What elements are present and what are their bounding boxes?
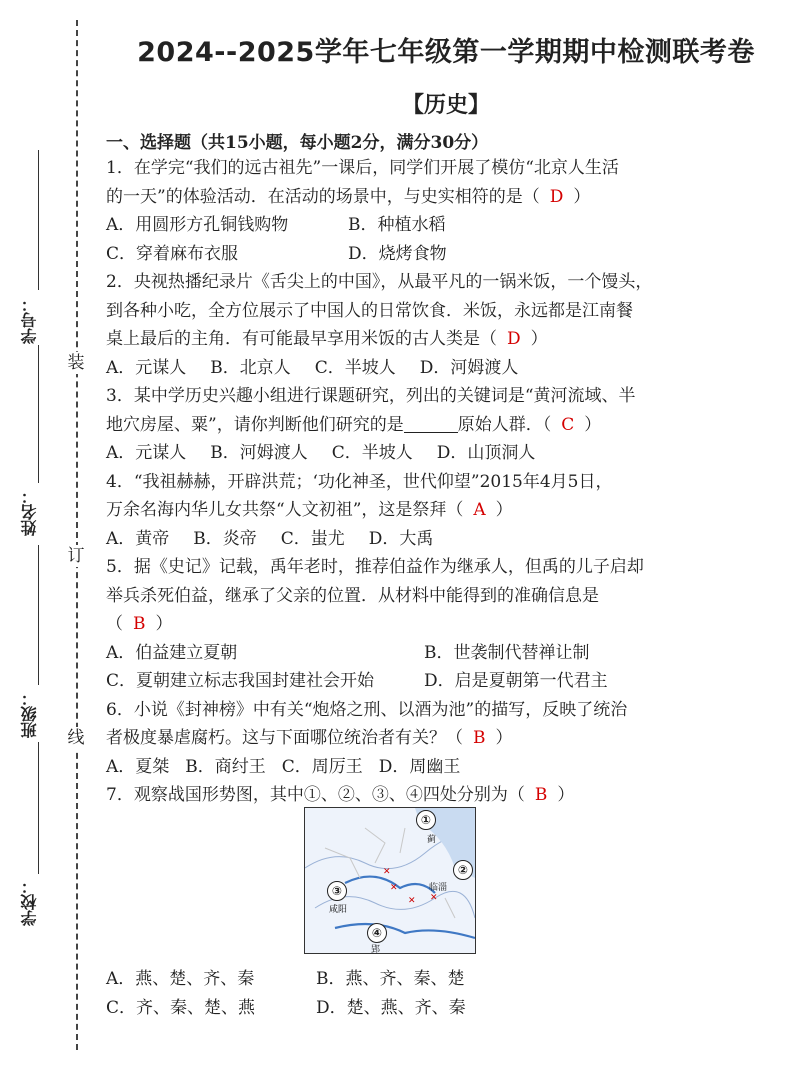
q3-fill-blank[interactable] (404, 414, 458, 433)
q7-option-b[interactable]: B．燕、齐、秦、楚 (316, 969, 465, 989)
q3-stem-end: 原始人群．（ (457, 414, 552, 435)
q1-option-d[interactable]: D．烧烤食物 (348, 243, 447, 264)
q7-option-c[interactable]: C．齐、秦、楚、燕 (106, 997, 256, 1018)
exam-subject: 【历史】 (401, 92, 490, 118)
map-city-ji: 蓟 (427, 835, 437, 845)
student-id-label: 学号： (20, 296, 39, 344)
svg-text:✕: ✕ (383, 867, 391, 877)
section-title: 一、选择题（共15小题，每小题2分，满分30分） (106, 133, 489, 153)
q2-answer: D (507, 329, 521, 349)
q6-option-c[interactable]: C．周厉王 (281, 756, 363, 777)
binding-dashed-line (76, 20, 78, 1050)
map-marker-2: ② (453, 860, 473, 880)
q5-line-1: 5．据《史记》记载，禹年老时，推荐伯益作为继承人，但禹的儿子启却 (106, 557, 644, 577)
q3-stem: 地穴房屋、粟”，请你判断他们研究的是 (106, 414, 404, 435)
class-field (18, 690, 58, 738)
q1-line-2 (106, 183, 786, 212)
map-city-xianyang: 咸阳 (329, 905, 348, 915)
q6-line-2 (106, 724, 786, 753)
binding-char-zhuang: 装 (67, 353, 85, 373)
map-city-ying: 郢 (371, 945, 381, 954)
q1-options-row-1 (106, 211, 786, 240)
name-line[interactable] (38, 345, 39, 483)
question-list (106, 154, 786, 810)
q2-option-a[interactable]: A．元谋人 (106, 357, 187, 378)
binding-char-ding: 订 (67, 546, 85, 566)
q7-option-a[interactable]: A．燕、楚、齐、秦 (106, 969, 255, 989)
q2-stem: 桌上最后的主角．有可能最早享用米饭的古人类是（ (106, 329, 497, 349)
q2-options (106, 354, 786, 383)
paren-close: ） (557, 785, 575, 805)
q5-options-row-1 (106, 639, 786, 668)
q3-answer: C (561, 414, 575, 435)
q6-answer: B (473, 728, 486, 748)
q5-options-row-2 (106, 667, 786, 696)
q5-line-2: 举兵杀死伯益，继承了父亲的位置．从材料中能得到的准确信息是 (106, 585, 599, 606)
q5-answer: B (133, 614, 146, 634)
map-city-linzi: 临淄 (429, 883, 448, 893)
school-field (18, 878, 58, 926)
student-id-line[interactable] (38, 150, 39, 290)
q3-option-c[interactable]: C．半坡人 (331, 443, 413, 463)
q6-line-1: 6．小说《封神榜》中有关“炮烙之刑、以酒为池”的描写，反映了统治 (106, 699, 628, 720)
q1-option-c[interactable]: C．穿着麻布衣服 (106, 243, 239, 264)
q7-options-row-2 (106, 994, 786, 1023)
class-line[interactable] (38, 545, 39, 685)
paren-close: ） (573, 186, 591, 207)
q5-option-a[interactable]: A．伯益建立夏朝 (106, 642, 238, 663)
q4-stem: 万余名海内华儿女共祭“人文初祖”，这是祭拜（ (106, 500, 464, 520)
q7-line-1 (106, 781, 786, 810)
q1-line-1: 1．在学完“我们的远古祖先”一课后，同学们开展了模仿“北京人生活 (106, 158, 619, 178)
q6-options (106, 753, 786, 782)
q5-line-3 (106, 610, 786, 639)
q6-option-d[interactable]: D．周幽王 (378, 756, 461, 777)
q6-option-a[interactable]: A．夏桀 (106, 756, 170, 777)
q1-option-b[interactable]: B．种植水稻 (348, 215, 446, 235)
map-marker-4: ④ (367, 923, 387, 943)
q3-line-1: 3．某中学历史兴趣小组进行课题研究，列出的关键词是“黄河流域、半 (106, 386, 636, 406)
q5-option-d[interactable]: D．启是夏朝第一代君主 (424, 671, 608, 691)
q5-option-c[interactable]: C．夏朝建立标志我国封建社会开始 (106, 671, 375, 691)
school-line[interactable] (38, 742, 39, 874)
name-field (18, 488, 58, 536)
map-marker-1: ① (416, 810, 436, 830)
exam-title: 2024--2025学年七年级第一学期期中检测联考卷 (137, 37, 755, 68)
svg-text:✕: ✕ (390, 883, 398, 893)
map-marker-3: ③ (327, 881, 347, 901)
q2-line-1: 2．央视热播纪录片《舌尖上的中国》，从最平凡的一锅米饭，一个馒头， (106, 272, 653, 292)
paren-close: ） (495, 500, 513, 520)
q4-option-d[interactable]: D．大禹 (368, 528, 434, 549)
q2-line-3 (106, 325, 786, 354)
q7-answer: B (534, 785, 548, 805)
q3-option-a[interactable]: A．元谋人 (106, 443, 187, 463)
student-id-field (18, 296, 58, 344)
paren-close: ） (530, 329, 548, 349)
q3-options (106, 439, 786, 468)
svg-text:✕: ✕ (430, 893, 438, 903)
name-label: 姓名： (20, 488, 39, 536)
q4-option-a[interactable]: A．黄帝 (106, 528, 170, 549)
q2-option-b[interactable]: B．北京人 (210, 357, 291, 378)
paren-close: ） (155, 614, 173, 634)
q6-stem: 者极度暴虐腐朽。这与下面哪位统治者有关？（ (106, 728, 463, 748)
class-label: 班级： (20, 690, 39, 738)
warring-states-map (304, 807, 476, 954)
q3-option-b[interactable]: B．河姆渡人 (210, 443, 308, 463)
q6-option-b[interactable]: B．商纣王 (185, 756, 266, 777)
q4-line-2 (106, 496, 786, 525)
q1-option-a[interactable]: A．用圆形方孔铜钱购物 (106, 215, 289, 235)
q2-option-d[interactable]: D．河姆渡人 (419, 357, 519, 378)
svg-text:✕: ✕ (408, 896, 416, 906)
paren-close: ） (584, 414, 602, 435)
map-drawing (305, 808, 475, 953)
q4-answer: A (473, 500, 486, 520)
binding-margin (0, 0, 100, 1066)
q5-option-b[interactable]: B．世袭制代替禅让制 (424, 642, 590, 663)
q7-options-row-1 (106, 965, 786, 994)
q3-line-2 (106, 411, 786, 440)
q4-options (106, 525, 786, 554)
q7-options (106, 965, 786, 1022)
q1-stem: 的一天”的体验活动．在活动的场景中，与史实相符的是（ (106, 186, 540, 207)
q4-line-1: 4．“我祖赫赫，开辟洪荒；‘功化神圣，世代仰望”2015年4月5日， (106, 471, 613, 492)
q4-option-b[interactable]: B．炎帝 (193, 528, 257, 549)
q1-options-row-2 (106, 240, 786, 269)
paren-open: （ (106, 614, 123, 634)
q2-option-c[interactable]: C．半坡人 (314, 357, 396, 378)
q3-option-d[interactable]: D．山顶洞人 (436, 443, 536, 463)
q2-line-2: 到各种小吃，全方位展示了中国人的日常饮食．米饭，永远都是江南餐 (106, 300, 633, 321)
q7-option-d[interactable]: D．楚、燕、齐、秦 (316, 997, 466, 1018)
q7-stem: 7．观察战国形势图，其中①、②、③、④四处分别为（ (106, 785, 525, 805)
q1-answer: D (549, 186, 564, 207)
school-label: 学校： (20, 878, 39, 926)
binding-char-xian: 线 (67, 728, 85, 748)
paren-close: ） (495, 728, 513, 748)
q4-option-c[interactable]: C．蚩尤 (280, 528, 345, 549)
